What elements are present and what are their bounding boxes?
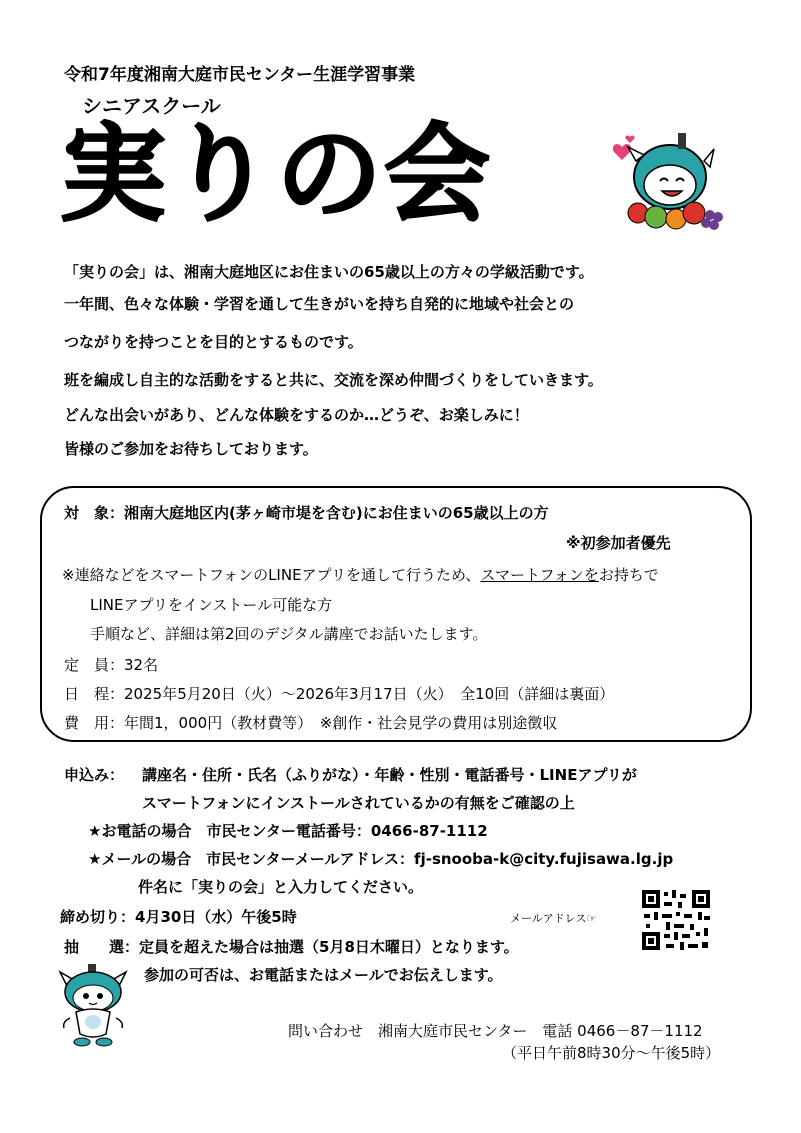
note-underlined: スマートフォンを xyxy=(480,566,599,584)
intro-line: どんな出会いがあり、どんな体験をするのか…どうぞ、お楽しみに！ xyxy=(64,406,529,424)
capacity-value: 32名 xyxy=(124,656,159,674)
header-series-name: シニアスクール xyxy=(82,94,221,118)
schedule-label: 日 程： xyxy=(64,685,125,703)
apply-phone: ★お電話の場合 市民センター電話番号：0466-87-1112 xyxy=(88,822,488,840)
schedule-row xyxy=(64,683,614,704)
fee-label: 費 用： xyxy=(64,714,125,732)
note-text: ※連絡などをスマートフォンのLINEアプリを通して行うため、 xyxy=(62,566,481,584)
target-row xyxy=(64,502,549,523)
apply-subject: 件名に「実りの会」と入力してください。 xyxy=(138,878,424,896)
intro-line: 「実りの会」は、湘南大庭地区にお住まいの65歳以上の方々の学級活動です。 xyxy=(64,263,594,281)
apply-line-1: 講座名・住所・氏名（ふりがな）・年齢・性別・電話番号・LINEアプリが xyxy=(142,766,637,784)
target-label: 対 象： xyxy=(64,504,125,522)
page-title: 実りの会 xyxy=(60,113,492,236)
note-line-2: LINEアプリをインストール可能な方 xyxy=(90,596,333,614)
header-subtitle: 令和7年度湘南大庭市民センター生涯学習事業 xyxy=(64,65,416,85)
apply-label: 申込み： xyxy=(64,766,125,784)
contact-hours: （平日午前8時30分～午後5時） xyxy=(502,1044,721,1062)
capacity-row xyxy=(64,654,158,675)
note-line-3: 手順など、詳細は第2回のデジタル講座でお話いたします。 xyxy=(90,625,488,643)
intro-line: 班を編成し自主的な活動をすると共に、交流を深め仲間づくりをしていきます。 xyxy=(64,371,603,389)
lottery-line-2: 参加の可否は、お電話またはメールでお伝えします。 xyxy=(144,966,503,984)
apply-mail: ★メールの場合 市民センターメールアドレス：fj-snooba-k@city.fujisawa.lg.jp xyxy=(88,850,674,868)
fee-row xyxy=(64,712,557,733)
priority-note: ※初参加者優先 xyxy=(566,534,671,552)
lottery-line-1: 抽 選：定員を超えた場合は抽選（5月8日木曜日）となります。 xyxy=(64,938,519,956)
qr-code[interactable] xyxy=(640,888,712,952)
capacity-label: 定 員： xyxy=(64,656,125,674)
target-value: 湘南大庭地区内(茅ヶ崎市堤を含む)にお住まいの65歳以上の方 xyxy=(124,504,549,522)
intro-line: 一年間、色々な体験・学習を通して生きがいを持ち自発的に地域や社会との xyxy=(64,295,575,313)
line-app-note xyxy=(62,564,659,585)
schedule-value: 2025年5月20日（火）～2026年3月17日（火） 全10回（詳細は裏面） xyxy=(124,685,615,703)
fee-value: 年間1，000円（教材費等） ※創作・社会見学の費用は別途徴収 xyxy=(124,714,558,732)
heart-icon xyxy=(625,136,634,143)
mascot-illustration xyxy=(56,962,130,1048)
intro-line: 皆様のご参加をお待ちしております。 xyxy=(64,440,318,458)
deadline: 締め切り：4月30日（水）午後5時 xyxy=(60,908,297,926)
mail-address-label: メールアドレス☞ xyxy=(510,912,597,925)
note-text: お持ちで xyxy=(598,566,659,584)
apply-line-2: スマートフォンにインストールされているかの有無をご確認の上 xyxy=(142,794,575,812)
mascot-fruit-illustration xyxy=(600,125,732,237)
intro-line: つながりを持つことを目的とするものです。 xyxy=(64,333,363,351)
contact-line-1: 問い合わせ 湘南大庭市民センター 電話 0466－87－1112 xyxy=(288,1022,703,1040)
